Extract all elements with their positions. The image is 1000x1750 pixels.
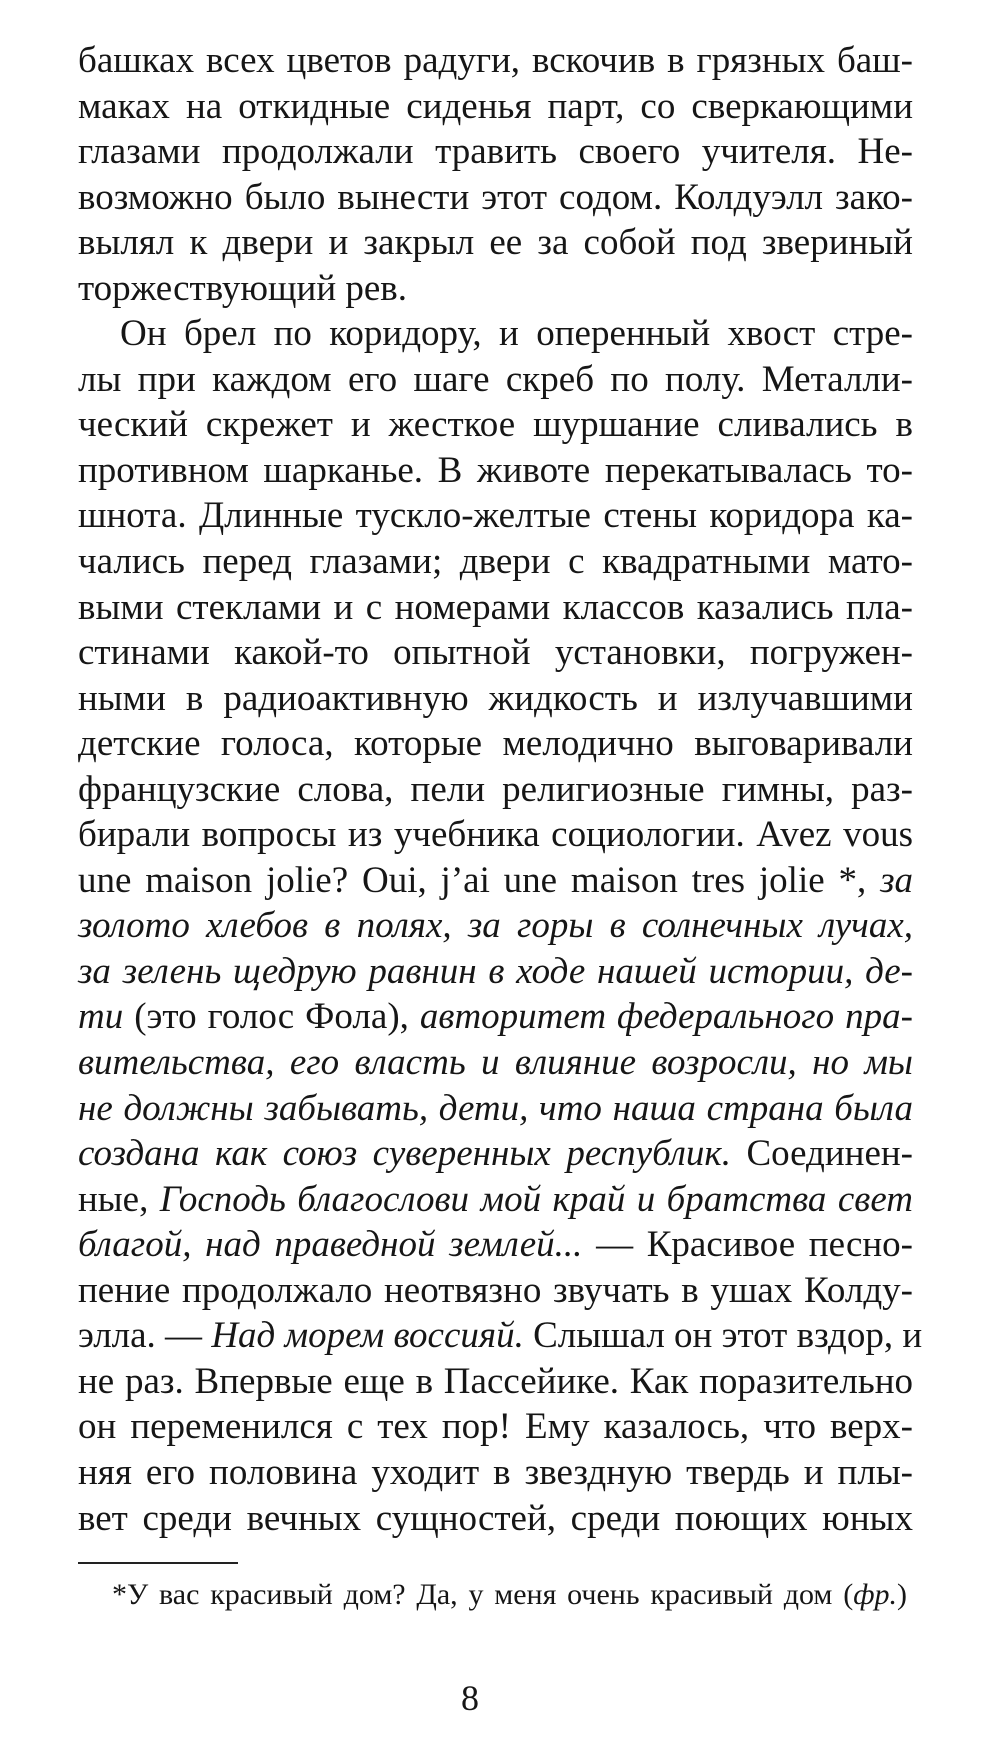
italic-text-segment: Господь благослови мой край и братства свет (159, 1178, 913, 1220)
text-line (78, 949, 913, 995)
text-line (78, 493, 913, 539)
text-line (78, 129, 913, 175)
italic-text-segment: за зелень щедрую равнин в ходе нашей истории, де- (78, 950, 913, 992)
text-segment: глазами продолжали травить своего учителя. Не- (78, 131, 913, 173)
text-line (78, 1086, 913, 1132)
text-segment: ные, (78, 1178, 160, 1220)
text-line (78, 1496, 913, 1542)
text-line (78, 1404, 913, 1450)
italic-text-segment: Над морем воссияй. (211, 1315, 524, 1357)
text-segment: элла. — (78, 1315, 212, 1357)
text-line (78, 539, 913, 585)
text-line (78, 812, 913, 858)
text-segment: une maison jolie? Oui, j’ai une maison tres jolie *, (78, 859, 881, 901)
italic-text-segment: ти (78, 996, 124, 1038)
italic-text-segment: авторитет федерального пра- (419, 996, 913, 1038)
text-segment: ными в радиоактивную жидкость и излучавшими (78, 677, 913, 719)
text-line (78, 1222, 913, 1268)
text-segment: Слышал он этот вздор, и (523, 1315, 923, 1357)
text-segment: не раз. Впервые еще в Пассейике. Как поразительно (78, 1360, 913, 1402)
text-segment: маках на откидные сиденья парт, со сверкающими (78, 85, 913, 127)
text-segment: вет среди вечных сущностей, среди поющих юных (78, 1497, 913, 1539)
text-segment: (это голос Фола), (123, 996, 420, 1038)
text-segment: стинами какой-то опытной установки, погружен- (78, 632, 913, 674)
text-line (78, 84, 913, 130)
page-number: 8 (461, 1678, 479, 1718)
body-text (78, 38, 923, 1541)
text-line (78, 630, 913, 676)
footnote (112, 1576, 907, 1614)
italic-text-segment: за (880, 859, 913, 901)
text-line (78, 448, 913, 494)
text-segment: пение продолжало неотвязно звучать в ушах Колду- (78, 1269, 913, 1311)
text-line (78, 585, 913, 631)
text-segment: — Красивое песно- (582, 1224, 913, 1266)
italic-text-segment: благой, над праведной землей... (78, 1224, 583, 1266)
text-line (78, 1268, 913, 1314)
text-segment: башках всех цветов радуги, вскочив в грязных баш- (78, 40, 913, 81)
text-segment: возможно было вынести этот содом. Колдуэлл зако- (78, 176, 913, 218)
text-segment: выми стеклами и с номерами классов казались пла- (78, 586, 913, 628)
text-segment: Он брел по коридору, и оперенный хвост стре- (120, 313, 913, 355)
text-line (78, 1450, 913, 1496)
text-line (78, 38, 913, 84)
text-line (78, 903, 913, 949)
text-segment: няя его половина уходит в звездную твердь и плы- (78, 1451, 913, 1493)
footnote-divider (78, 1562, 238, 1564)
text-segment: бирали вопросы из учебника социологии. Avez vous (78, 814, 913, 856)
text-segment: торжествующий рев. (78, 267, 408, 309)
italic-text-segment: золото хлебов в полях, за горы в солнечных лучах, (78, 905, 913, 947)
text-line (78, 311, 913, 357)
text-line (78, 1359, 913, 1405)
text-line (78, 721, 913, 767)
text-segment: Соединен- (730, 1133, 913, 1175)
footnote-text: *У вас красивый дом? Да, у меня очень красивый дом ( (112, 1578, 854, 1611)
text-segment: вылял к двери и закрыл ее за собой под звериный (78, 222, 913, 264)
text-line (78, 767, 913, 813)
text-segment: противном шарканье. В животе перекатывалась то- (78, 449, 913, 491)
text-line (78, 357, 913, 403)
italic-text-segment: вительства, его власть и влияние возросли, но мы (78, 1042, 913, 1084)
text-line (78, 1313, 923, 1359)
text-line (78, 1177, 913, 1223)
text-line (78, 676, 913, 722)
text-line (78, 175, 913, 221)
text-segment: чались перед глазами; двери с квадратными мато- (78, 541, 913, 583)
text-segment: лы при каждом его шаге скреб по полу. Металли- (78, 358, 913, 400)
footnote-language-abbr: фр. (853, 1578, 897, 1611)
text-line (78, 402, 913, 448)
italic-text-segment: создана как союз суверенных республик. (78, 1133, 731, 1175)
text-segment: шнота. Длинные тускло-желтые стены коридора ка- (78, 495, 913, 537)
text-segment: детские голоса, которые мелодично выговаривали (78, 723, 913, 765)
text-line (78, 220, 913, 266)
text-line (78, 1040, 913, 1086)
italic-text-segment: не должны забывать, дети, что наша страна была (78, 1087, 913, 1129)
text-segment: ческий скрежет и жесткое шуршание сливались в (78, 404, 913, 446)
text-line (78, 1131, 913, 1177)
footnote-close: ) (897, 1578, 907, 1611)
text-line (78, 858, 913, 904)
text-segment: французские слова, пели религиозные гимны, раз- (78, 768, 913, 810)
text-line (78, 994, 913, 1040)
text-segment: он переменился с тех пор! Ему казалось, что верх- (78, 1406, 913, 1448)
text-line (78, 266, 913, 312)
